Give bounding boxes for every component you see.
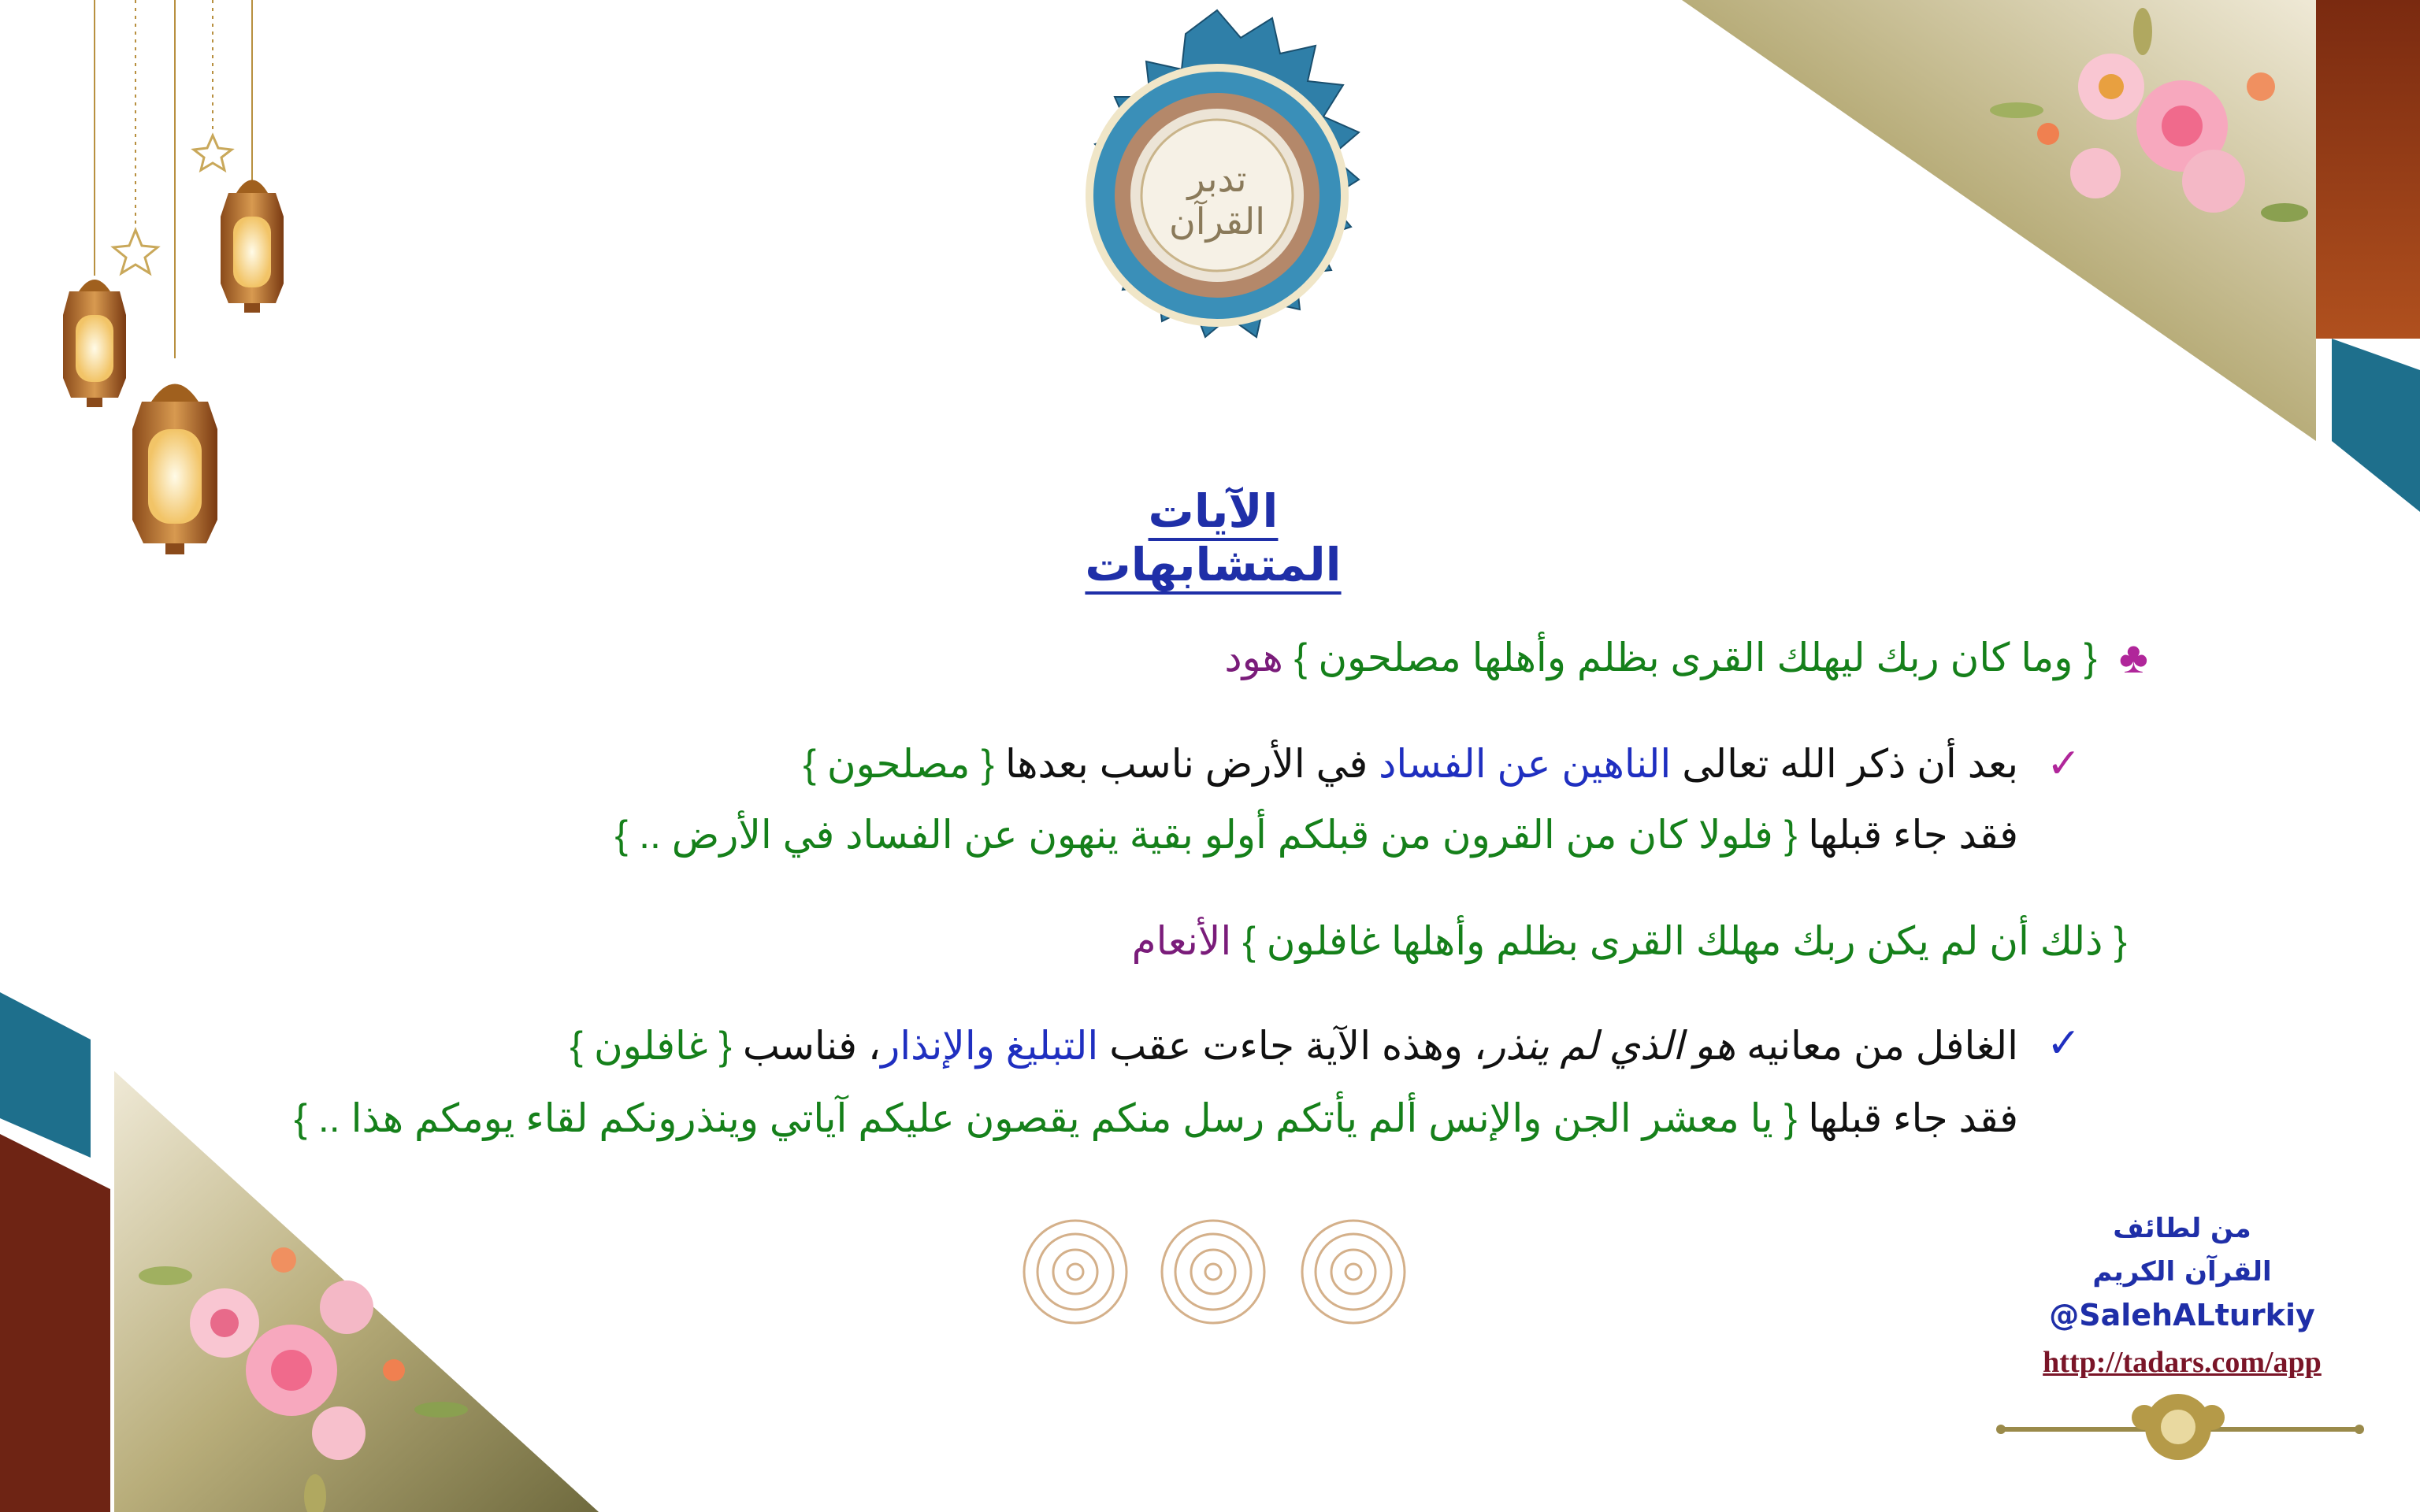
checkmark-icon: ✓ xyxy=(2047,741,2081,787)
tadars-link[interactable]: http://tadars.com/app xyxy=(2043,1346,2322,1379)
ornament-divider-icon xyxy=(1996,1394,2364,1460)
note2-line2-a: فقد جاء قبلها xyxy=(1808,1096,2018,1140)
note1-text-a: بعد أن ذكر الله تعالى xyxy=(1682,742,2018,786)
checkmark-icon: ✓ xyxy=(2047,1021,2081,1066)
top-right-brown-band xyxy=(2316,0,2420,339)
note1-text-c: في الأرض ناسب بعدها xyxy=(1004,742,1368,786)
verse1-line xyxy=(1224,634,2097,681)
club-bullet-icon: ♣ xyxy=(2119,632,2148,682)
top-right-teal-band xyxy=(2332,339,2420,512)
rosette-icon xyxy=(1162,1221,1264,1323)
verse2-line xyxy=(1132,917,2127,965)
rosette-icon xyxy=(1302,1221,1405,1323)
top-right-gold-band xyxy=(1682,0,2316,441)
note2-text-c: ، وهذه الآية جاءت عقب xyxy=(1109,1024,1487,1068)
note2-text-e: ، فناسب xyxy=(742,1024,882,1068)
note2-text-a: الغافل من معانيه xyxy=(1746,1024,2018,1068)
note2-line1 xyxy=(570,1022,2018,1069)
verse2-text: { ذلك أن لم يكن ربك مهلك القرى بظلم وأهلها غافلون } xyxy=(1242,919,2127,963)
note2-text-d: التبليغ والإنذار xyxy=(881,1024,1099,1068)
page-title: الآيات المتشابهات xyxy=(1085,484,1342,591)
verse1-text: { وما كان ربك ليهلك القرى بظلم وأهلها مصلحون } xyxy=(1294,636,2097,680)
note1-line2-b: { فلولا كان من القرون من قبلكم أولو بقية ينهون عن الفساد في الأرض .. } xyxy=(614,813,1798,857)
credit-line1: من لطائف xyxy=(2113,1213,2251,1244)
note1-text-d: { مصلحون } xyxy=(803,742,995,786)
lantern-icon xyxy=(63,280,126,407)
verse1-surah: هود xyxy=(1224,636,1283,680)
note2-line2-b: { يا معشر الجن والإنس ألم يأتكم رسل منكم يقصون عليكم آياتي وينذرونكم لقاء يومكم هذا .. } xyxy=(294,1096,1798,1140)
logo-calligraphy: تدبر القرآن xyxy=(1168,158,1265,243)
verse2-surah: الأنعام xyxy=(1131,919,1232,963)
note1-line2 xyxy=(614,811,2018,858)
credit-line2: القرآن الكريم xyxy=(2092,1256,2272,1288)
bottom-left-brown-band xyxy=(0,1134,110,1512)
lantern-icon xyxy=(221,180,284,313)
lantern-icon xyxy=(132,384,217,555)
note1-text-b: الناهين عن الفساد xyxy=(1379,742,1672,786)
note1-line2-a: فقد جاء قبلها xyxy=(1808,813,2018,857)
note2-line2 xyxy=(294,1095,2018,1142)
star-icon xyxy=(113,135,232,273)
note1-line1 xyxy=(803,740,2018,788)
credit-handle[interactable]: @SalehALturkiy xyxy=(2049,1298,2315,1332)
bottom-left-teal-band xyxy=(0,992,91,1158)
note2-text-b: هو الذي لم ينذر xyxy=(1486,1024,1736,1068)
note2-text-f: { غافلون } xyxy=(570,1024,732,1068)
rosette-icon xyxy=(1024,1221,1126,1323)
